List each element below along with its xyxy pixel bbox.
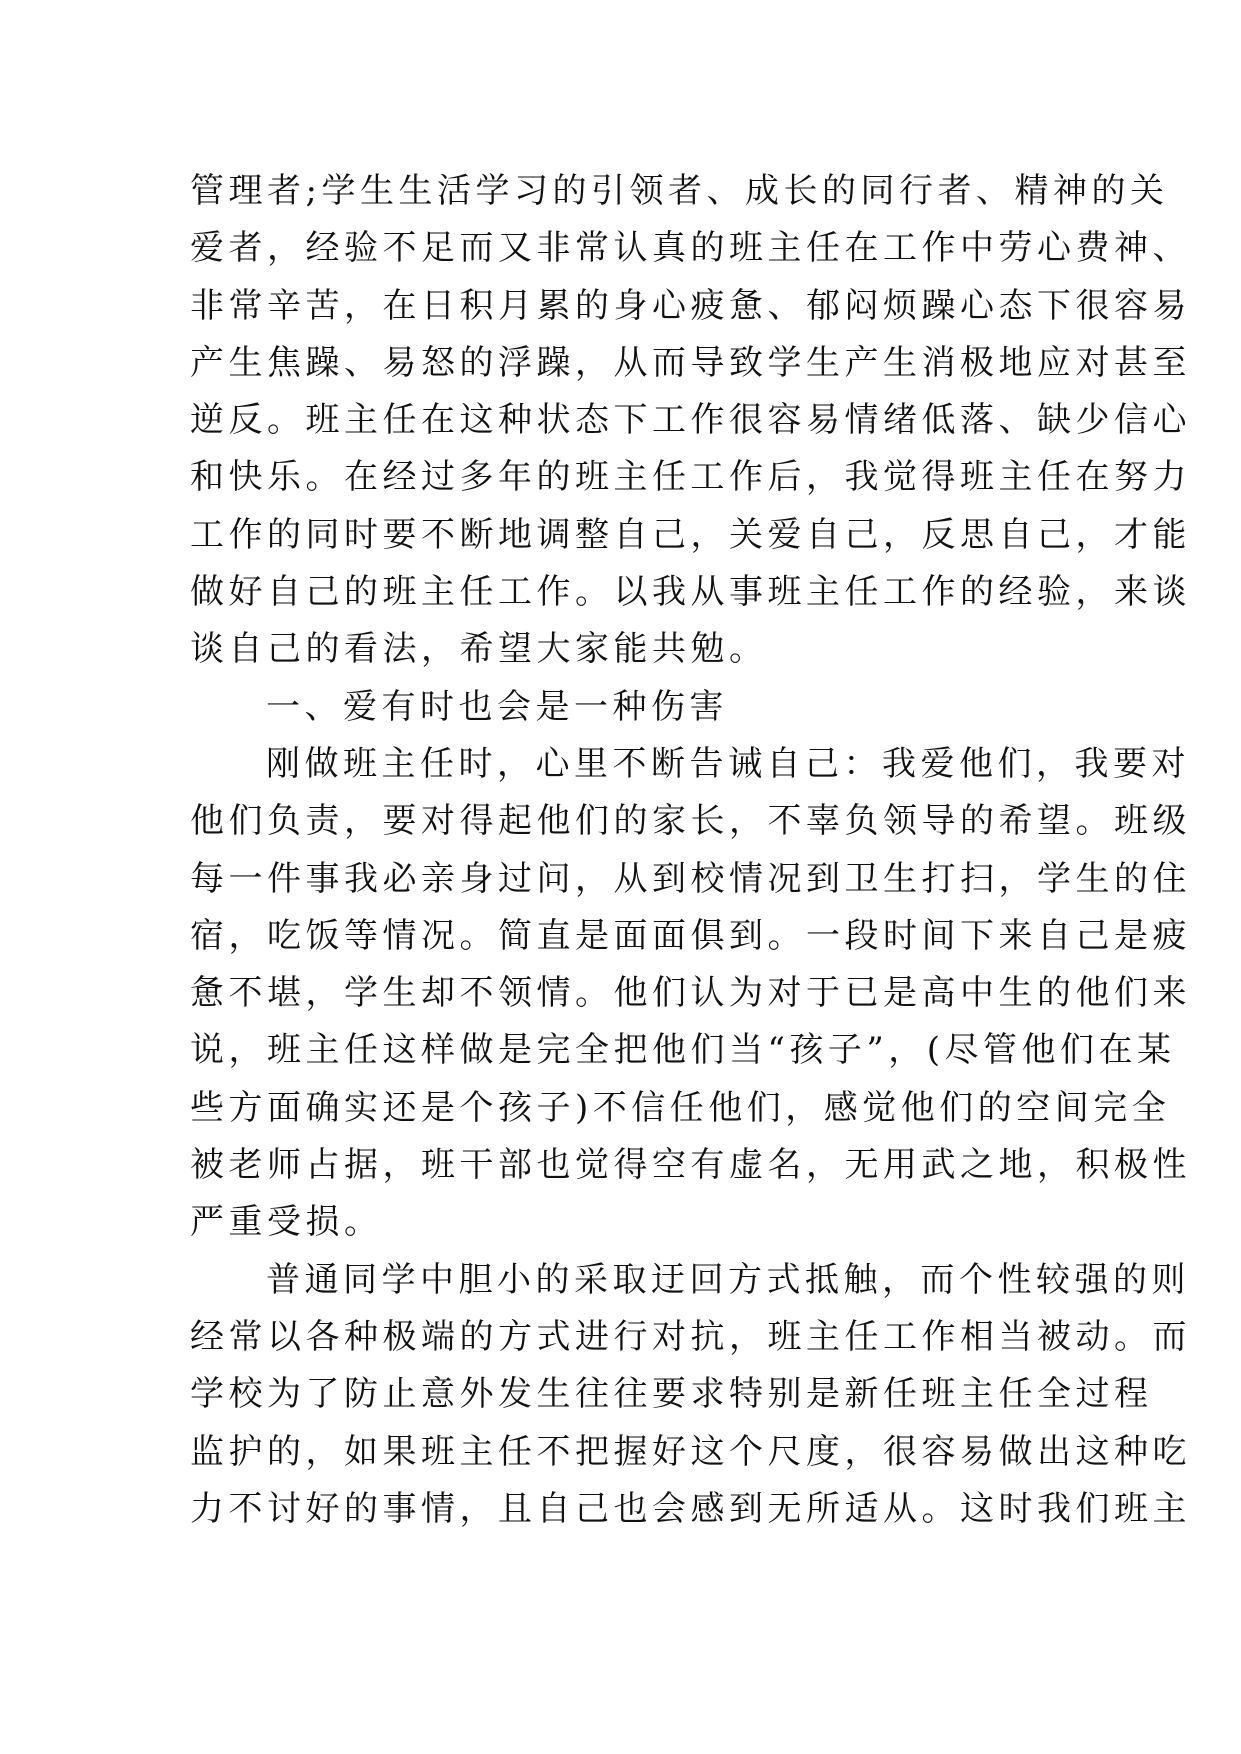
text-line: 谈自己的看法，希望大家能共勉。	[190, 629, 768, 670]
text-line: 每一件事我必亲身过问，从到校情况到卫生打扫，学生的住	[190, 858, 1191, 899]
text-line: 逆反。班主任在这种状态下工作很容易情绪低落、缺少信心	[190, 400, 1191, 441]
text-line: 严重受损。	[190, 1202, 383, 1243]
text-line: 普通同学中胆小的采取迂回方式抵触，而个性较强的则	[266, 1259, 1190, 1300]
text-line: 力不讨好的事情，且自己也会感到无所适从。这时我们班主	[190, 1488, 1191, 1529]
text-line: 些方面确实还是个孩子)不信任他们，感觉他们的空间完全	[190, 1087, 1171, 1128]
text-line: 和快乐。在经过多年的班主任工作后，我觉得班主任在努力	[190, 457, 1191, 498]
text-line: 惫不堪，学生却不领情。他们认为对于已是高中生的他们来	[190, 973, 1191, 1014]
text-line: 刚做班主任时，心里不断告诫自己：我爱他们，我要对	[266, 743, 1190, 784]
text-line: 说，班主任这样做是完全把他们当“孩子”，(尽管他们在某	[190, 1030, 1176, 1071]
text-line: 他们负责，要对得起他们的家长，不辜负领导的希望。班级	[190, 801, 1191, 842]
text-line: 被老师占据，班干部也觉得空有虚名，无用武之地，积极性	[190, 1145, 1191, 1186]
text-line: 宿，吃饭等情况。简直是面面俱到。一段时间下来自己是疲	[190, 915, 1191, 956]
section-heading: 一、爱有时也会是一种伤害	[266, 686, 728, 727]
document-body	[190, 163, 1191, 1538]
text-line: 爱者，经验不足而又非常认真的班主任在工作中劳心费神、	[190, 228, 1191, 269]
text-line: 非常辛苦，在日积月累的身心疲惫、郁闷烦躁心态下很容易	[190, 285, 1191, 326]
text-line: 监护的，如果班主任不把握好这个尺度，很容易做出这种吃	[190, 1431, 1191, 1472]
text-line: 经常以各种极端的方式进行对抗，班主任工作相当被动。而	[190, 1316, 1191, 1357]
text-line: 产生焦躁、易怒的浮躁，从而导致学生产生消极地应对甚至	[190, 342, 1191, 383]
text-line: 管理者;学生生活学习的引领者、成长的同行者、精神的关	[190, 171, 1169, 211]
text-line: 学校为了防止意外发生往往要求特别是新任班主任全过程	[190, 1374, 1153, 1415]
text-line: 做好自己的班主任工作。以我从事班主任工作的经验，来谈	[190, 572, 1191, 613]
text-line: 工作的同时要不断地调整自己，关爱自己，反思自己，才能	[190, 514, 1191, 555]
